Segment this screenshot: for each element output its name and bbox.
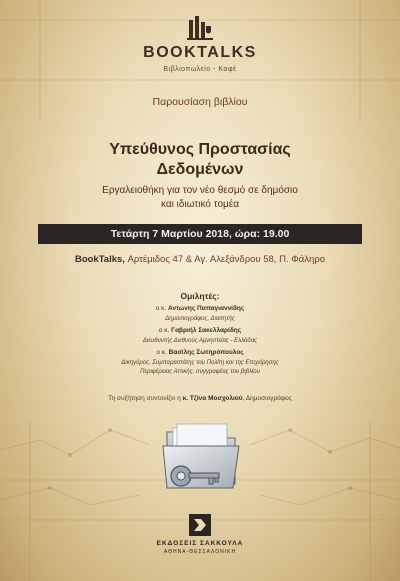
speaker-description: Διευθυντής Διεθνούς Αμνηστείας - Ελλάδας xyxy=(142,338,258,344)
speaker-description: Δικηγόρος, Συμπαραστάτης του Πολίτη και της Επιχείρησης xyxy=(121,360,279,366)
speaker-description: Δημοσιογράφος, Διαιτητής xyxy=(165,316,235,322)
logo-subtitle: Βιβλιοπωλείο - Καφέ xyxy=(163,66,237,73)
event-type: Παρουσίαση βιβλίου xyxy=(152,96,248,108)
speaker-name-text: Γαβριήλ Σακελλαρίδης xyxy=(171,327,242,334)
publisher-logo-icon xyxy=(189,514,211,536)
speaker-prefix: ο κ. xyxy=(156,349,169,356)
moderator-prefix: Τη συζήτηση συντονίζει η xyxy=(108,395,183,402)
speakers-heading: Ομιλητές: xyxy=(180,291,220,301)
speaker-prefix: ο κ. xyxy=(158,327,172,334)
book-title: Υπεύθυνος Προστασίας Δεδομένων xyxy=(109,141,291,178)
venue-name: BookTalks, xyxy=(74,254,125,265)
speaker-name-text: Αντώνης Παπαγιαννίδης xyxy=(168,305,245,312)
venue-address: Αρτέμιδος 47 & Αγ. Αλεξάνδρου 58, Π. Φάληρο xyxy=(124,254,326,265)
speaker-name xyxy=(0,349,400,356)
logo-name: BOOKTALKS xyxy=(143,44,257,61)
publisher-city: ΑΘΗΝΑ-ΘΕΣΣΑΛΟΝΙΚΗ xyxy=(163,549,237,555)
speaker-description: Περιφέρειας Αττικής, συγγραφέας του βιβλίου xyxy=(140,369,260,375)
secure-folder-key-icon xyxy=(153,410,249,502)
venue xyxy=(0,254,400,265)
publisher-name: ΕΚΔΟΣΕΙΣ ΣΑΚΚΟΥΛΑ xyxy=(156,540,244,547)
speaker-name xyxy=(0,327,400,334)
speaker-name-text: Βασίλης Σωτηρόπουλος xyxy=(168,349,244,356)
speaker-prefix: ο κ. xyxy=(155,305,168,312)
bookshelf-logo-icon xyxy=(187,14,213,42)
book-subtitle: Εργαλειοθήκη για τον νέο θεσμό σε δημόσιο και ιδιωτικό τομέα xyxy=(102,185,298,210)
speaker-name xyxy=(0,305,400,312)
moderator-line xyxy=(0,395,400,402)
moderator-name: κ. Τζίνα Μοσχολιού xyxy=(182,395,243,402)
event-date: Τετάρτη 7 Μαρτίου 2018, ώρα: 19.00 xyxy=(38,224,362,244)
moderator-suffix: , Δημοσιογράφος xyxy=(242,395,292,402)
